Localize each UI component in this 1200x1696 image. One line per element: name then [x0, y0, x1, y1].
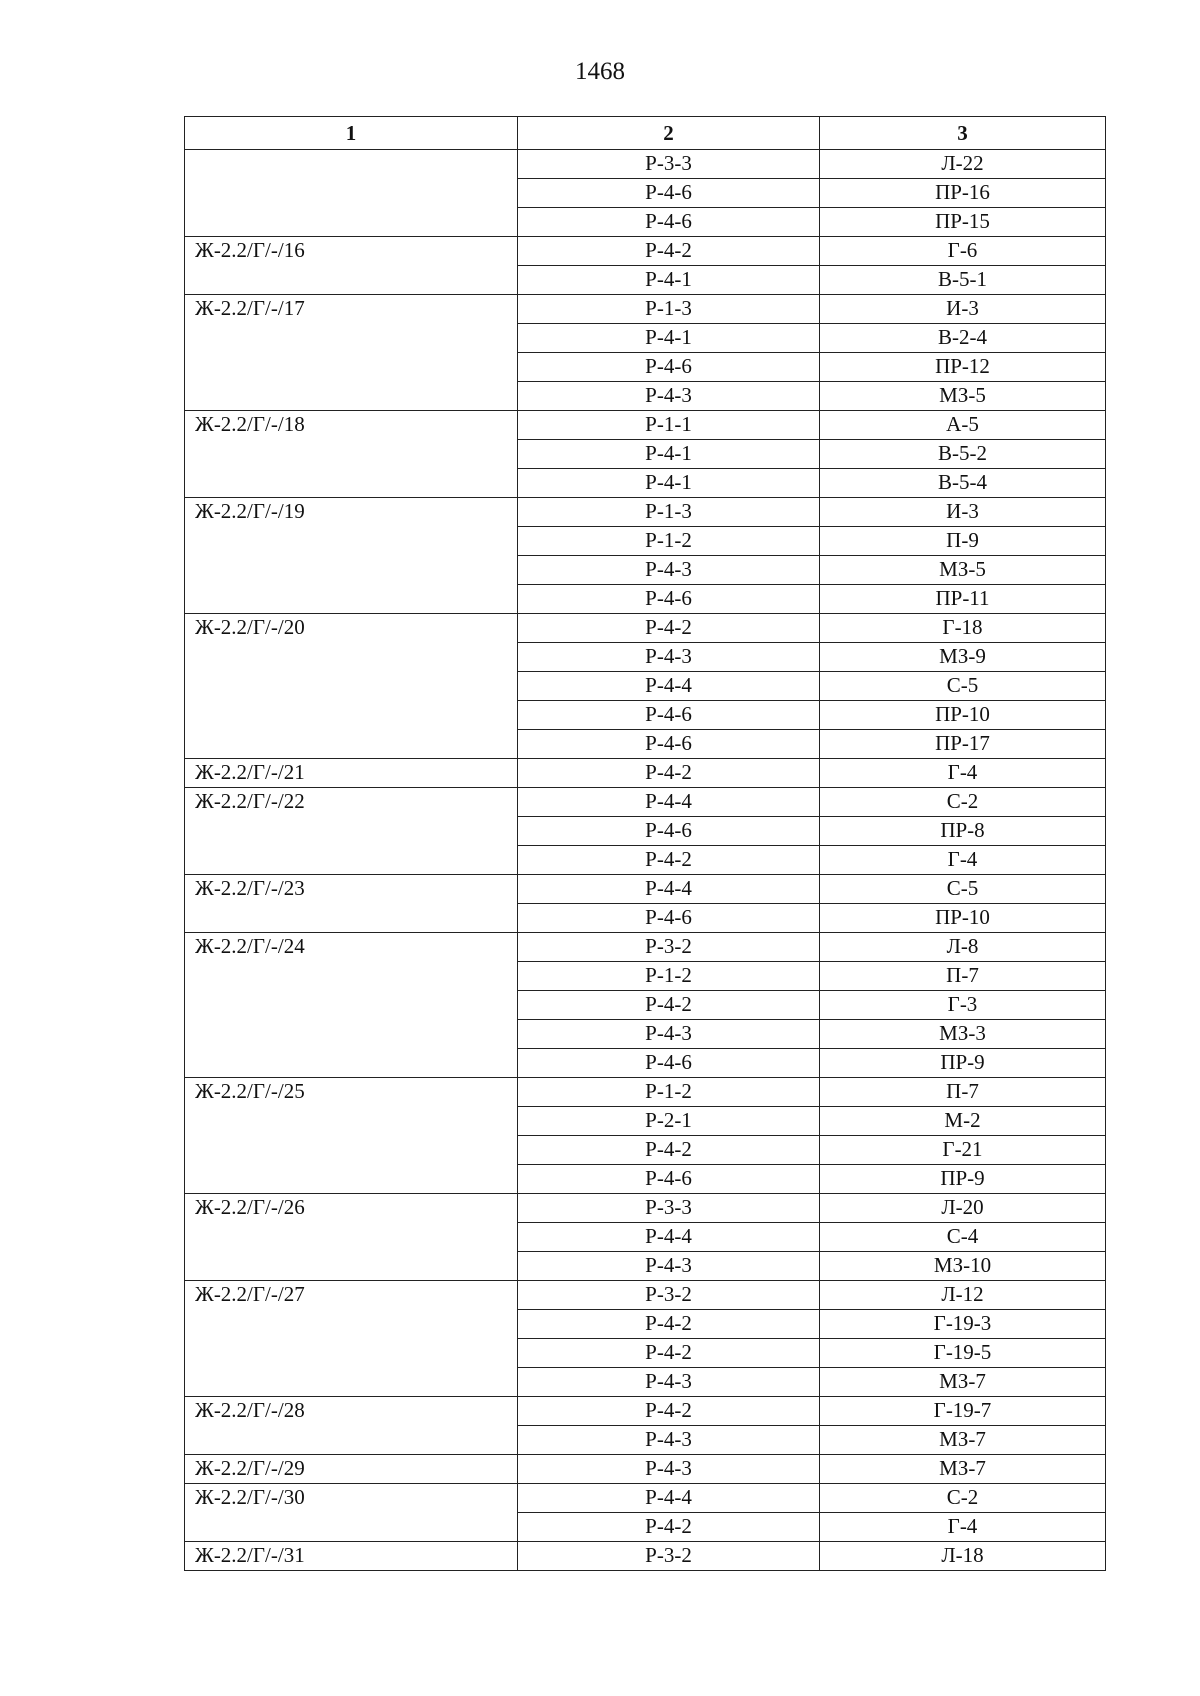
value-cell: П-9 — [820, 527, 1106, 556]
value-cell: Г-19-3 — [820, 1310, 1106, 1339]
value-cell: ПР-10 — [820, 701, 1106, 730]
group-label-cell: Ж-2.2/Г/-/18 — [185, 411, 518, 498]
code-cell: Р-4-2 — [518, 1136, 820, 1165]
group-label-cell: Ж-2.2/Г/-/17 — [185, 295, 518, 411]
group-label-cell: Ж-2.2/Г/-/31 — [185, 1542, 518, 1571]
code-cell: Р-4-1 — [518, 469, 820, 498]
code-cell: Р-1-2 — [518, 962, 820, 991]
value-cell: Г-21 — [820, 1136, 1106, 1165]
value-cell: И-3 — [820, 498, 1106, 527]
value-cell: Г-18 — [820, 614, 1106, 643]
data-table — [184, 116, 1106, 1571]
group-label-cell: Ж-2.2/Г/-/28 — [185, 1397, 518, 1455]
code-cell: Р-1-2 — [518, 527, 820, 556]
group-label-cell — [185, 150, 518, 237]
value-cell: ПР-9 — [820, 1049, 1106, 1078]
table-row — [185, 788, 1106, 817]
code-cell: Р-2-1 — [518, 1107, 820, 1136]
code-cell: Р-4-3 — [518, 382, 820, 411]
value-cell: МЗ-7 — [820, 1455, 1106, 1484]
code-cell: Р-4-4 — [518, 1484, 820, 1513]
code-cell: Р-4-2 — [518, 991, 820, 1020]
table-row — [185, 1542, 1106, 1571]
group-label-cell: Ж-2.2/Г/-/30 — [185, 1484, 518, 1542]
code-cell: Р-4-4 — [518, 672, 820, 701]
code-cell: Р-4-6 — [518, 1049, 820, 1078]
code-cell: Р-4-1 — [518, 440, 820, 469]
value-cell: Г-4 — [820, 1513, 1106, 1542]
group-label-cell: Ж-2.2/Г/-/29 — [185, 1455, 518, 1484]
table-body — [185, 150, 1106, 1571]
group-label-cell: Ж-2.2/Г/-/24 — [185, 933, 518, 1078]
group-label-cell: Ж-2.2/Г/-/21 — [185, 759, 518, 788]
code-cell: Р-4-2 — [518, 846, 820, 875]
value-cell: ПР-17 — [820, 730, 1106, 759]
value-cell: В-5-1 — [820, 266, 1106, 295]
value-cell: Г-4 — [820, 846, 1106, 875]
code-cell: Р-1-3 — [518, 498, 820, 527]
code-cell: Р-4-6 — [518, 904, 820, 933]
value-cell: В-5-2 — [820, 440, 1106, 469]
code-cell: Р-4-6 — [518, 353, 820, 382]
value-cell: Л-12 — [820, 1281, 1106, 1310]
code-cell: Р-1-2 — [518, 1078, 820, 1107]
group-label-cell: Ж-2.2/Г/-/23 — [185, 875, 518, 933]
code-cell: Р-4-3 — [518, 1020, 820, 1049]
group-label-cell: Ж-2.2/Г/-/27 — [185, 1281, 518, 1397]
column-header-1: 1 — [185, 117, 518, 150]
value-cell: Л-8 — [820, 933, 1106, 962]
value-cell: ПР-11 — [820, 585, 1106, 614]
value-cell: ПР-8 — [820, 817, 1106, 846]
value-cell: Г-4 — [820, 759, 1106, 788]
table-row — [185, 295, 1106, 324]
value-cell: МЗ-10 — [820, 1252, 1106, 1281]
code-cell: Р-4-6 — [518, 179, 820, 208]
code-cell: Р-4-3 — [518, 556, 820, 585]
value-cell: МЗ-5 — [820, 382, 1106, 411]
table-row — [185, 1194, 1106, 1223]
value-cell: МЗ-9 — [820, 643, 1106, 672]
code-cell: Р-4-2 — [518, 1513, 820, 1542]
page-number: 1468 — [575, 58, 625, 85]
code-cell: Р-3-2 — [518, 1542, 820, 1571]
table-row — [185, 150, 1106, 179]
value-cell: ПР-9 — [820, 1165, 1106, 1194]
value-cell: Г-6 — [820, 237, 1106, 266]
code-cell: Р-3-3 — [518, 150, 820, 179]
code-cell: Р-4-2 — [518, 237, 820, 266]
value-cell: Л-22 — [820, 150, 1106, 179]
code-cell: Р-4-6 — [518, 817, 820, 846]
table-row — [185, 498, 1106, 527]
value-cell: Г-19-5 — [820, 1339, 1106, 1368]
code-cell: Р-4-3 — [518, 1455, 820, 1484]
code-cell: Р-4-6 — [518, 1165, 820, 1194]
code-cell: Р-4-3 — [518, 643, 820, 672]
table-row — [185, 1484, 1106, 1513]
table-row — [185, 1455, 1106, 1484]
code-cell: Р-4-4 — [518, 875, 820, 904]
value-cell: С-5 — [820, 672, 1106, 701]
value-cell: МЗ-5 — [820, 556, 1106, 585]
value-cell: Л-18 — [820, 1542, 1106, 1571]
value-cell: МЗ-7 — [820, 1368, 1106, 1397]
value-cell: В-2-4 — [820, 324, 1106, 353]
code-cell: Р-4-6 — [518, 701, 820, 730]
value-cell: Л-20 — [820, 1194, 1106, 1223]
group-label-cell: Ж-2.2/Г/-/22 — [185, 788, 518, 875]
code-cell: Р-4-6 — [518, 730, 820, 759]
group-label-cell: Ж-2.2/Г/-/20 — [185, 614, 518, 759]
table-row — [185, 759, 1106, 788]
table-row — [185, 237, 1106, 266]
code-cell: Р-4-6 — [518, 208, 820, 237]
value-cell: С-4 — [820, 1223, 1106, 1252]
table-row — [185, 614, 1106, 643]
code-cell: Р-4-2 — [518, 614, 820, 643]
header-row — [185, 117, 1106, 150]
value-cell: И-3 — [820, 295, 1106, 324]
code-cell: Р-4-3 — [518, 1426, 820, 1455]
value-cell: С-2 — [820, 1484, 1106, 1513]
value-cell: П-7 — [820, 1078, 1106, 1107]
value-cell: С-5 — [820, 875, 1106, 904]
code-cell: Р-1-3 — [518, 295, 820, 324]
code-cell: Р-4-1 — [518, 266, 820, 295]
code-cell: Р-4-2 — [518, 1310, 820, 1339]
code-cell: Р-4-3 — [518, 1368, 820, 1397]
value-cell: ПР-16 — [820, 179, 1106, 208]
code-cell: Р-1-1 — [518, 411, 820, 440]
value-cell: ПР-15 — [820, 208, 1106, 237]
group-label-cell: Ж-2.2/Г/-/19 — [185, 498, 518, 614]
value-cell: Г-3 — [820, 991, 1106, 1020]
table-row — [185, 1397, 1106, 1426]
value-cell: П-7 — [820, 962, 1106, 991]
value-cell: В-5-4 — [820, 469, 1106, 498]
table-row — [185, 933, 1106, 962]
column-header-2: 2 — [518, 117, 820, 150]
code-cell: Р-4-4 — [518, 1223, 820, 1252]
table-row — [185, 411, 1106, 440]
value-cell: ПР-10 — [820, 904, 1106, 933]
code-cell: Р-4-3 — [518, 1252, 820, 1281]
code-cell: Р-4-2 — [518, 1397, 820, 1426]
value-cell: М-2 — [820, 1107, 1106, 1136]
table-row — [185, 875, 1106, 904]
value-cell: А-5 — [820, 411, 1106, 440]
code-cell: Р-4-6 — [518, 585, 820, 614]
code-cell: Р-3-3 — [518, 1194, 820, 1223]
table-header — [185, 117, 1106, 150]
code-cell: Р-4-4 — [518, 788, 820, 817]
group-label-cell: Ж-2.2/Г/-/26 — [185, 1194, 518, 1281]
code-cell: Р-4-2 — [518, 759, 820, 788]
group-label-cell: Ж-2.2/Г/-/16 — [185, 237, 518, 295]
value-cell: МЗ-3 — [820, 1020, 1106, 1049]
table-row — [185, 1281, 1106, 1310]
value-cell: С-2 — [820, 788, 1106, 817]
group-label-cell: Ж-2.2/Г/-/25 — [185, 1078, 518, 1194]
code-cell: Р-3-2 — [518, 1281, 820, 1310]
value-cell: Г-19-7 — [820, 1397, 1106, 1426]
value-cell: МЗ-7 — [820, 1426, 1106, 1455]
table-row — [185, 1078, 1106, 1107]
column-header-3: 3 — [820, 117, 1106, 150]
code-cell: Р-3-2 — [518, 933, 820, 962]
value-cell: ПР-12 — [820, 353, 1106, 382]
code-cell: Р-4-1 — [518, 324, 820, 353]
code-cell: Р-4-2 — [518, 1339, 820, 1368]
